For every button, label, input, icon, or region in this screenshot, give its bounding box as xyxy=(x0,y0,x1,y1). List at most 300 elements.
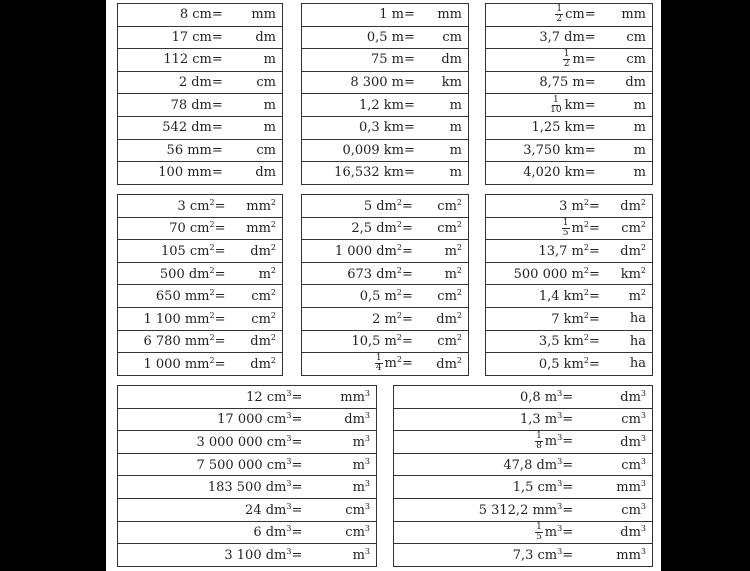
expression-text: 2 m xyxy=(372,311,397,327)
expression-text: km= xyxy=(564,97,596,113)
unit-exponent: 2 xyxy=(270,355,276,365)
exponent: 3 xyxy=(557,479,563,489)
conversion-expression xyxy=(118,453,309,476)
unit-exponent: 3 xyxy=(640,456,646,466)
equals-sign: = xyxy=(562,389,574,405)
unit-text: cm xyxy=(437,221,457,237)
conversion-row xyxy=(486,217,653,240)
unit-text: cm xyxy=(442,29,462,45)
target-unit xyxy=(308,453,376,476)
fraction-denominator: 8 xyxy=(536,441,542,452)
conversion-expression xyxy=(302,26,421,49)
conversion-row xyxy=(302,285,469,308)
fraction xyxy=(562,219,570,238)
unit-exponent: 2 xyxy=(640,220,646,230)
unit-text: cm xyxy=(345,525,365,541)
expression-text: 1,25 km= xyxy=(531,120,596,136)
expression-text: 13,7 m xyxy=(538,243,584,259)
conversion-expression xyxy=(118,71,229,94)
conversion-row xyxy=(118,94,283,117)
expression-text: 183 500 dm xyxy=(207,480,287,496)
conversion-expression xyxy=(118,262,232,285)
unit-text: dm xyxy=(620,389,641,405)
equals-sign: = xyxy=(588,311,600,327)
conversion-expression xyxy=(394,498,580,521)
target-unit xyxy=(602,116,653,139)
unit-exponent: 3 xyxy=(640,433,646,443)
target-unit xyxy=(229,94,283,117)
unit-text: m xyxy=(449,97,462,113)
target-unit xyxy=(606,195,653,218)
exponent: 2 xyxy=(209,197,215,207)
expression-text: 16,532 km= xyxy=(334,165,415,181)
unit-exponent: 2 xyxy=(456,355,462,365)
conversion-row xyxy=(302,353,469,376)
unit-exponent: 2 xyxy=(456,288,462,298)
unit-exponent: 2 xyxy=(270,288,276,298)
conversion-expression xyxy=(118,162,229,185)
equals-sign: = xyxy=(588,198,600,214)
expression-text: 0,3 km= xyxy=(358,120,415,136)
conversion-expression xyxy=(118,26,229,49)
conversion-expression xyxy=(118,49,229,72)
exponent: 2 xyxy=(583,333,589,343)
fraction-denominator: 10 xyxy=(550,104,562,115)
unit-exponent: 3 xyxy=(640,546,646,556)
exponent: 3 xyxy=(557,456,563,466)
target-unit xyxy=(308,431,376,454)
target-unit xyxy=(579,408,652,431)
target-unit xyxy=(421,162,469,185)
unit-exponent: 3 xyxy=(364,546,370,556)
exponent: 2 xyxy=(396,310,402,320)
unit-exponent: 3 xyxy=(364,433,370,443)
unit-exponent: 3 xyxy=(640,411,646,421)
unit-text: dm xyxy=(255,29,276,45)
exponent: 2 xyxy=(583,355,589,365)
exponent: 3 xyxy=(286,501,292,511)
fraction-denominator: 2 xyxy=(556,14,563,25)
target-unit xyxy=(229,49,283,72)
conversion-expression xyxy=(302,139,421,162)
exponent: 2 xyxy=(209,355,215,365)
conversion-row xyxy=(394,498,653,521)
conversion-expression xyxy=(394,544,580,567)
conversion-row xyxy=(118,353,283,376)
conversion-expression xyxy=(486,94,602,117)
conversion-row xyxy=(486,330,653,353)
unit-exponent: 2 xyxy=(456,197,462,207)
conversion-row xyxy=(486,195,653,218)
unit-text: cm xyxy=(621,502,641,518)
equals-sign: = xyxy=(214,198,226,214)
expression-text: 3 m xyxy=(559,198,584,214)
expression-text: 0,5 m= xyxy=(366,29,415,45)
conversion-expression xyxy=(394,431,580,454)
conversion-row xyxy=(118,26,283,49)
exponent: 2 xyxy=(209,310,215,320)
unit-exponent: 2 xyxy=(640,242,646,252)
unit-text: cm xyxy=(626,52,646,68)
expression-text: 10,5 m xyxy=(351,334,397,350)
unit-exponent: 2 xyxy=(456,333,462,343)
target-unit xyxy=(419,262,469,285)
conversion-expression xyxy=(118,521,309,544)
fraction-numerator: 1 xyxy=(556,4,563,15)
conversion-expression xyxy=(118,139,229,162)
target-unit xyxy=(579,544,652,567)
fraction-denominator: 5 xyxy=(536,531,542,542)
unit-text: m xyxy=(352,434,365,450)
unit-exponent: 2 xyxy=(270,310,276,320)
target-unit xyxy=(229,71,283,94)
unit-text: mm xyxy=(246,198,271,214)
target-unit xyxy=(232,217,283,240)
exponent: 3 xyxy=(286,524,292,534)
target-unit xyxy=(308,386,376,409)
unit-text: dm xyxy=(250,356,271,372)
conversion-row xyxy=(118,476,377,499)
conversion-expression xyxy=(486,71,602,94)
equals-sign: = xyxy=(401,311,413,327)
unit-text: dm xyxy=(255,165,276,181)
unit-text: m xyxy=(263,120,276,136)
equals-sign: = xyxy=(588,220,600,236)
fraction-numerator: 1 xyxy=(563,49,570,60)
unit-text: cm xyxy=(437,289,457,305)
expression-text: 0,5 km xyxy=(538,356,584,372)
expression-text: 5 dm xyxy=(363,198,397,214)
expression-text: 0,009 km= xyxy=(342,142,415,158)
unit-exponent: 2 xyxy=(456,265,462,275)
conversion-expression xyxy=(486,353,606,376)
conversion-expression xyxy=(118,4,229,27)
equals-sign: = xyxy=(214,334,226,350)
unit-text: dm xyxy=(620,198,641,214)
conversion-row xyxy=(302,49,469,72)
expression-text: m xyxy=(544,434,558,450)
expression-text: 17 cm= xyxy=(171,29,223,45)
conversion-expression xyxy=(486,4,602,27)
exponent: 2 xyxy=(396,288,402,298)
fraction-numerator: 1 xyxy=(562,217,569,228)
target-unit xyxy=(308,521,376,544)
conversion-expression xyxy=(302,262,419,285)
conversion-expression xyxy=(486,162,602,185)
target-unit xyxy=(419,353,469,376)
target-unit xyxy=(421,49,469,72)
unit-exponent: 2 xyxy=(270,242,276,252)
target-unit xyxy=(579,386,652,409)
target-unit xyxy=(232,195,283,218)
fraction-numerator: 1 xyxy=(536,431,542,442)
fraction-numerator: 1 xyxy=(375,353,382,364)
unit-text: ha xyxy=(629,311,646,327)
unit-text: m xyxy=(352,457,365,473)
expression-text: 650 mm xyxy=(155,289,210,305)
conversion-expression xyxy=(118,330,232,353)
conversion-row xyxy=(394,408,653,431)
conversion-expression xyxy=(302,49,421,72)
conversion-expression xyxy=(302,307,419,330)
conversion-expression xyxy=(118,116,229,139)
expression-text: 542 dm= xyxy=(162,120,223,136)
target-unit xyxy=(606,353,653,376)
expression-text: 500 dm xyxy=(159,266,210,282)
target-unit xyxy=(602,49,653,72)
unit-text: cm xyxy=(621,412,641,428)
conversion-expression xyxy=(118,476,309,499)
fraction-denominator: 5 xyxy=(562,227,569,238)
exponent: 2 xyxy=(583,288,589,298)
expression-text: m xyxy=(544,524,558,540)
unit-text: m xyxy=(352,547,365,563)
expression-text: 3 000 000 cm xyxy=(196,434,287,450)
conversion-row xyxy=(486,49,653,72)
target-unit xyxy=(232,330,283,353)
expression-text: 3,5 km xyxy=(538,334,584,350)
conversion-expression xyxy=(486,26,602,49)
target-unit xyxy=(421,94,469,117)
exponent: 3 xyxy=(557,501,563,511)
expression-text: 8,75 m= xyxy=(539,75,596,91)
conversion-row xyxy=(118,139,283,162)
volume-table-2 xyxy=(393,385,653,567)
fraction xyxy=(563,50,571,69)
unit-exponent: 3 xyxy=(364,456,370,466)
expression-text: 56 mm= xyxy=(166,142,223,158)
conversion-expression xyxy=(118,195,232,218)
unit-text: cm xyxy=(345,502,365,518)
equals-sign: = xyxy=(562,480,574,496)
conversion-row xyxy=(118,544,377,567)
unit-exponent: 2 xyxy=(270,197,276,207)
conversion-row xyxy=(486,353,653,376)
unit-exponent: 2 xyxy=(270,220,276,230)
expression-text: 1 100 mm xyxy=(143,311,210,327)
equals-sign: = xyxy=(401,198,413,214)
target-unit xyxy=(602,139,653,162)
unit-text: m xyxy=(633,97,646,113)
conversion-row xyxy=(118,262,283,285)
conversion-expression xyxy=(486,262,606,285)
exponent: 2 xyxy=(583,265,589,275)
conversion-row xyxy=(302,139,469,162)
exponent: 3 xyxy=(557,523,563,533)
conversion-row xyxy=(302,4,469,27)
target-unit xyxy=(602,4,653,27)
unit-text: dm xyxy=(441,52,462,68)
conversion-row xyxy=(118,330,283,353)
expression-text: 24 dm xyxy=(245,502,287,518)
unit-text: m xyxy=(628,289,641,305)
expression-text: 8 300 m= xyxy=(350,75,415,91)
target-unit xyxy=(232,262,283,285)
equals-sign: = xyxy=(214,266,226,282)
conversion-row xyxy=(486,262,653,285)
target-unit xyxy=(421,26,469,49)
expression-text: 7 500 000 cm xyxy=(196,457,287,473)
expression-text: m xyxy=(384,356,397,372)
equals-sign: = xyxy=(562,412,574,428)
unit-exponent: 3 xyxy=(364,524,370,534)
expression-text: 1,2 km= xyxy=(358,97,415,113)
unit-text: mm xyxy=(616,480,641,496)
unit-text: dm xyxy=(620,434,641,450)
unit-text: dm xyxy=(344,412,365,428)
conversion-row xyxy=(118,307,283,330)
conversion-row xyxy=(486,240,653,263)
target-unit xyxy=(421,139,469,162)
expression-text: 78 dm= xyxy=(170,97,223,113)
exponent: 2 xyxy=(209,242,215,252)
unit-text: m xyxy=(444,266,457,282)
unit-exponent: 2 xyxy=(456,220,462,230)
expression-text: 673 dm xyxy=(347,266,397,282)
unit-text: mm xyxy=(621,7,646,23)
equals-sign: = xyxy=(401,221,413,237)
conversion-row xyxy=(118,453,377,476)
unit-text: mm xyxy=(340,389,365,405)
equals-sign: = xyxy=(562,547,574,563)
unit-text: ha xyxy=(629,333,646,349)
conversion-row xyxy=(486,4,653,27)
exponent: 2 xyxy=(209,288,215,298)
equals-sign: = xyxy=(291,502,303,518)
fraction xyxy=(535,432,543,451)
target-unit xyxy=(602,71,653,94)
exponent: 3 xyxy=(286,411,292,421)
unit-text: cm xyxy=(256,142,276,158)
conversion-row xyxy=(118,4,283,27)
unit-text: cm xyxy=(621,457,641,473)
conversion-row xyxy=(486,26,653,49)
expression-text: m= xyxy=(572,52,596,68)
exponent: 2 xyxy=(396,242,402,252)
conversion-row xyxy=(118,386,377,409)
target-unit xyxy=(419,330,469,353)
target-unit xyxy=(308,476,376,499)
unit-exponent: 2 xyxy=(456,310,462,320)
expression-text: 17 000 cm xyxy=(217,412,287,428)
target-unit xyxy=(419,217,469,240)
unit-text: km xyxy=(620,266,641,282)
unit-text: cm xyxy=(437,334,457,350)
target-unit xyxy=(421,4,469,27)
conversion-expression xyxy=(394,453,580,476)
target-unit xyxy=(232,240,283,263)
exponent: 2 xyxy=(396,265,402,275)
unit-text: km xyxy=(441,75,462,91)
exponent: 2 xyxy=(396,220,402,230)
conversion-expression xyxy=(118,544,309,567)
target-unit xyxy=(419,195,469,218)
conversion-expression xyxy=(302,4,421,27)
conversion-expression xyxy=(302,217,419,240)
expression-text: 1,5 cm xyxy=(512,480,558,496)
conversion-expression xyxy=(394,386,580,409)
conversion-row xyxy=(302,217,469,240)
target-unit xyxy=(419,307,469,330)
conversion-row xyxy=(486,71,653,94)
exponent: 3 xyxy=(286,456,292,466)
expression-text: cm= xyxy=(565,7,596,23)
expression-text: 70 cm xyxy=(169,221,210,237)
unit-text: m xyxy=(633,165,646,181)
conversion-expression xyxy=(486,240,606,263)
equals-sign: = xyxy=(214,243,226,259)
target-unit xyxy=(579,476,652,499)
expression-text: 3 cm xyxy=(177,198,210,214)
target-unit xyxy=(421,71,469,94)
unit-exponent: 2 xyxy=(640,288,646,298)
exponent: 2 xyxy=(583,219,589,229)
exponent: 3 xyxy=(557,388,563,398)
exponent: 3 xyxy=(286,479,292,489)
target-unit xyxy=(229,162,283,185)
unit-text: dm xyxy=(625,75,646,91)
equals-sign: = xyxy=(291,547,303,563)
conversion-expression xyxy=(302,353,419,376)
unit-text: m xyxy=(263,97,276,113)
expression-text: 1 000 mm xyxy=(143,356,210,372)
conversion-expression xyxy=(302,94,421,117)
equals-sign: = xyxy=(562,434,574,450)
conversion-expression xyxy=(118,353,232,376)
fraction-denominator: 2 xyxy=(563,59,570,70)
area-table-2 xyxy=(301,194,469,376)
expression-text: 105 cm xyxy=(160,243,210,259)
unit-text: mm xyxy=(616,547,641,563)
conversion-row xyxy=(118,408,377,431)
conversion-row xyxy=(394,476,653,499)
conversion-expression xyxy=(118,498,309,521)
exponent: 2 xyxy=(209,333,215,343)
unit-exponent: 2 xyxy=(640,265,646,275)
exponent: 2 xyxy=(209,220,215,230)
equals-sign: = xyxy=(214,311,226,327)
conversion-row xyxy=(118,71,283,94)
target-unit xyxy=(308,544,376,567)
unit-text: m xyxy=(449,120,462,136)
unit-text: m xyxy=(449,165,462,181)
equals-sign: = xyxy=(588,356,600,372)
conversion-row xyxy=(302,26,469,49)
exponent: 3 xyxy=(557,433,563,443)
equals-sign: = xyxy=(401,243,413,259)
unit-exponent: 3 xyxy=(640,524,646,534)
conversion-row xyxy=(394,453,653,476)
unit-exponent: 3 xyxy=(640,479,646,489)
equals-sign: = xyxy=(562,457,574,473)
unit-text: m xyxy=(449,142,462,158)
conversion-expression xyxy=(118,307,232,330)
unit-exponent: 2 xyxy=(270,265,276,275)
conversion-row xyxy=(302,240,469,263)
unit-text: mm xyxy=(246,221,271,237)
exponent: 3 xyxy=(557,411,563,421)
conversion-row xyxy=(118,498,377,521)
fraction-numerator: 1 xyxy=(552,94,559,105)
unit-exponent: 2 xyxy=(270,333,276,343)
conversion-row xyxy=(118,521,377,544)
conversion-expression xyxy=(486,217,606,240)
unit-text: m xyxy=(444,243,457,259)
conversion-expression xyxy=(486,285,606,308)
conversion-expression xyxy=(302,330,419,353)
area-table-1 xyxy=(117,194,283,376)
conversion-row xyxy=(302,307,469,330)
